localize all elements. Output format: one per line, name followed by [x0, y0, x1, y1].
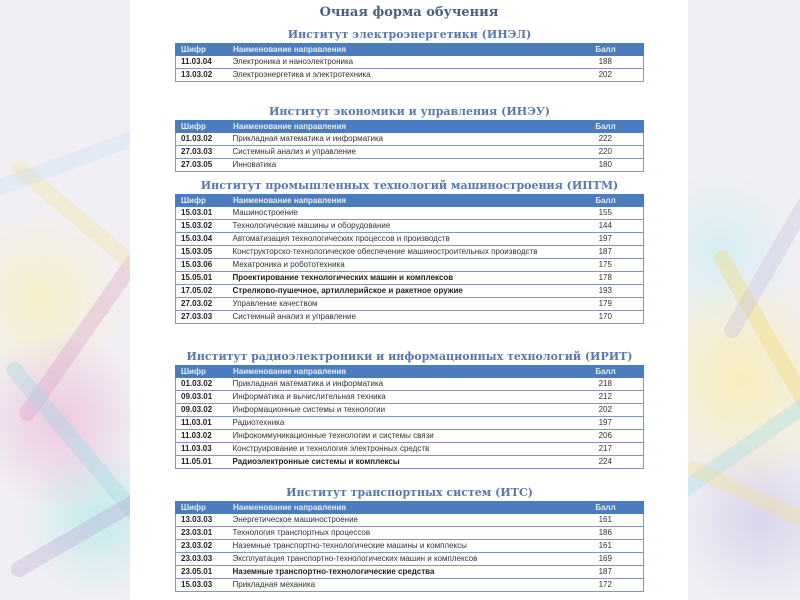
program-score: 217	[568, 443, 644, 456]
program-score: 170	[568, 311, 644, 324]
table-row	[176, 146, 644, 159]
program-score: 161	[568, 540, 644, 553]
institute-section-1	[175, 27, 644, 82]
program-name: Электроэнергетика и электротехника	[228, 69, 568, 82]
column-header-name: Наименование направления	[228, 121, 568, 133]
table-row	[176, 285, 644, 298]
program-name: Эксплуатация транспортно-технологических машин и комплексов	[228, 553, 568, 566]
table-header-row	[176, 366, 644, 378]
program-name: Автоматизация технологических процессов и производств	[228, 233, 568, 246]
column-header-code: Шифр	[176, 195, 228, 207]
program-name: Энергетическое машиностроение	[228, 514, 568, 527]
program-name: Наземные транспортно-технологические машины и комплексы	[228, 540, 568, 553]
programs-table	[175, 194, 644, 324]
column-header-code: Шифр	[176, 44, 228, 56]
column-header-name: Наименование направления	[228, 195, 568, 207]
program-score: 224	[568, 456, 644, 469]
program-score: 175	[568, 259, 644, 272]
program-code: 15.03.03	[176, 579, 228, 592]
programs-table	[175, 43, 644, 82]
program-code: 23.03.01	[176, 527, 228, 540]
table-row	[176, 404, 644, 417]
column-header-code: Шифр	[176, 366, 228, 378]
program-code: 27.03.05	[176, 159, 228, 172]
program-name: Технологические машины и оборудование	[228, 220, 568, 233]
document-page	[130, 0, 688, 600]
column-header-name: Наименование направления	[228, 502, 568, 514]
table-row	[176, 391, 644, 404]
column-header-score: Балл	[568, 121, 644, 133]
page-title: Очная форма обучения	[319, 5, 499, 20]
column-header-score: Балл	[568, 44, 644, 56]
column-header-score: Балл	[568, 366, 644, 378]
program-code: 17.05.02	[176, 285, 228, 298]
program-code: 15.03.02	[176, 220, 228, 233]
program-score: 206	[568, 430, 644, 443]
table-row	[176, 56, 644, 69]
table-row	[176, 233, 644, 246]
program-score: 202	[568, 404, 644, 417]
programs-table	[175, 501, 644, 592]
section-title: Институт экономики и управления (ИНЭУ)	[269, 105, 550, 118]
table-header-row	[176, 195, 644, 207]
table-row	[176, 579, 644, 592]
program-score: 179	[568, 298, 644, 311]
section-title: Институт транспортных систем (ИТС)	[286, 486, 533, 499]
table-row	[176, 207, 644, 220]
program-code: 15.03.06	[176, 259, 228, 272]
program-score: 188	[568, 56, 644, 69]
program-score: 180	[568, 159, 644, 172]
program-name: Инфокоммуникационные технологии и системы связи	[228, 430, 568, 443]
table-row	[176, 456, 644, 469]
program-code: 11.05.01	[176, 456, 228, 469]
program-code: 27.03.02	[176, 298, 228, 311]
program-score: 144	[568, 220, 644, 233]
program-code: 11.03.01	[176, 417, 228, 430]
decorative-rod	[0, 116, 130, 199]
table-row	[176, 69, 644, 82]
program-score: 172	[568, 579, 644, 592]
program-name: Системный анализ и управление	[228, 146, 568, 159]
institute-section-5	[175, 485, 644, 592]
column-header-name: Наименование направления	[228, 44, 568, 56]
programs-table	[175, 365, 644, 469]
table-row	[176, 430, 644, 443]
program-score: 218	[568, 378, 644, 391]
table-row	[176, 259, 644, 272]
table-row	[176, 133, 644, 146]
program-code: 23.03.03	[176, 553, 228, 566]
program-score: 197	[568, 417, 644, 430]
program-code: 11.03.04	[176, 56, 228, 69]
program-code: 11.03.02	[176, 430, 228, 443]
program-name: Электроника и наноэлектроника	[228, 56, 568, 69]
program-name: Прикладная механика	[228, 579, 568, 592]
program-code: 23.05.01	[176, 566, 228, 579]
program-name: Стрелково-пушечное, артиллерийское и ракетное оружие	[228, 285, 568, 298]
table-header-row	[176, 121, 644, 133]
table-row	[176, 220, 644, 233]
institute-section-3	[175, 178, 644, 324]
program-score: 197	[568, 233, 644, 246]
table-row	[176, 540, 644, 553]
table-row	[176, 311, 644, 324]
table-row	[176, 553, 644, 566]
program-score: 161	[568, 514, 644, 527]
program-name: Инноватика	[228, 159, 568, 172]
program-code: 09.03.01	[176, 391, 228, 404]
program-name: Информатика и вычислительная техника	[228, 391, 568, 404]
table-row	[176, 514, 644, 527]
table-row	[176, 159, 644, 172]
background-decoration-right	[688, 0, 800, 600]
institute-section-4	[175, 349, 644, 469]
program-code: 09.03.02	[176, 404, 228, 417]
section-title: Институт радиоэлектроники и информационных технологий (ИРИТ)	[186, 350, 633, 363]
program-code: 15.03.05	[176, 246, 228, 259]
program-code: 15.03.04	[176, 233, 228, 246]
program-name: Управление качеством	[228, 298, 568, 311]
program-code: 01.03.02	[176, 378, 228, 391]
program-code: 11.03.03	[176, 443, 228, 456]
table-row	[176, 378, 644, 391]
program-score: 193	[568, 285, 644, 298]
program-code: 01.03.02	[176, 133, 228, 146]
program-name: Прикладная математика и информатика	[228, 133, 568, 146]
program-score: 222	[568, 133, 644, 146]
program-code: 27.03.03	[176, 146, 228, 159]
column-header-name: Наименование направления	[228, 366, 568, 378]
program-name: Системный анализ и управление	[228, 311, 568, 324]
column-header-score: Балл	[568, 502, 644, 514]
program-name: Радиотехника	[228, 417, 568, 430]
program-code: 15.05.01	[176, 272, 228, 285]
section-title: Институт промышленных технологий машиностроения (ИПТМ)	[200, 179, 619, 192]
institute-section-2	[175, 104, 644, 172]
program-score: 212	[568, 391, 644, 404]
program-code: 23.03.02	[176, 540, 228, 553]
program-score: 220	[568, 146, 644, 159]
program-score: 186	[568, 527, 644, 540]
program-name: Проектирование технологических машин и комплексов	[228, 272, 568, 285]
program-score: 155	[568, 207, 644, 220]
program-score: 187	[568, 246, 644, 259]
program-name: Технология транспортных процессов	[228, 527, 568, 540]
program-code: 13.03.03	[176, 514, 228, 527]
program-code: 15.03.01	[176, 207, 228, 220]
program-name: Наземные транспортно-технологические средства	[228, 566, 568, 579]
program-score: 202	[568, 69, 644, 82]
program-name: Конструирование и технология электронных средств	[228, 443, 568, 456]
column-header-code: Шифр	[176, 121, 228, 133]
table-row	[176, 246, 644, 259]
program-name: Информационные системы и технологии	[228, 404, 568, 417]
table-row	[176, 417, 644, 430]
table-header-row	[176, 502, 644, 514]
program-code: 13.03.02	[176, 69, 228, 82]
table-row	[176, 527, 644, 540]
section-title: Институт электроэнергетики (ИНЭЛ)	[287, 28, 532, 41]
column-header-score: Балл	[568, 195, 644, 207]
program-name: Радиоэлектронные системы и комплексы	[228, 456, 568, 469]
program-name: Конструкторско-технологическое обеспечение машиностроительных производств	[228, 246, 568, 259]
program-score: 187	[568, 566, 644, 579]
decorative-rod	[688, 458, 800, 557]
program-score: 178	[568, 272, 644, 285]
background-decoration-left	[0, 0, 130, 600]
table-row	[176, 443, 644, 456]
program-code: 27.03.03	[176, 311, 228, 324]
program-name: Прикладная математика и информатика	[228, 378, 568, 391]
programs-table	[175, 120, 644, 172]
table-header-row	[176, 44, 644, 56]
program-score: 169	[568, 553, 644, 566]
table-row	[176, 566, 644, 579]
column-header-code: Шифр	[176, 502, 228, 514]
table-row	[176, 272, 644, 285]
table-row	[176, 298, 644, 311]
program-name: Мехатроника и робототехника	[228, 259, 568, 272]
program-name: Машиностроение	[228, 207, 568, 220]
